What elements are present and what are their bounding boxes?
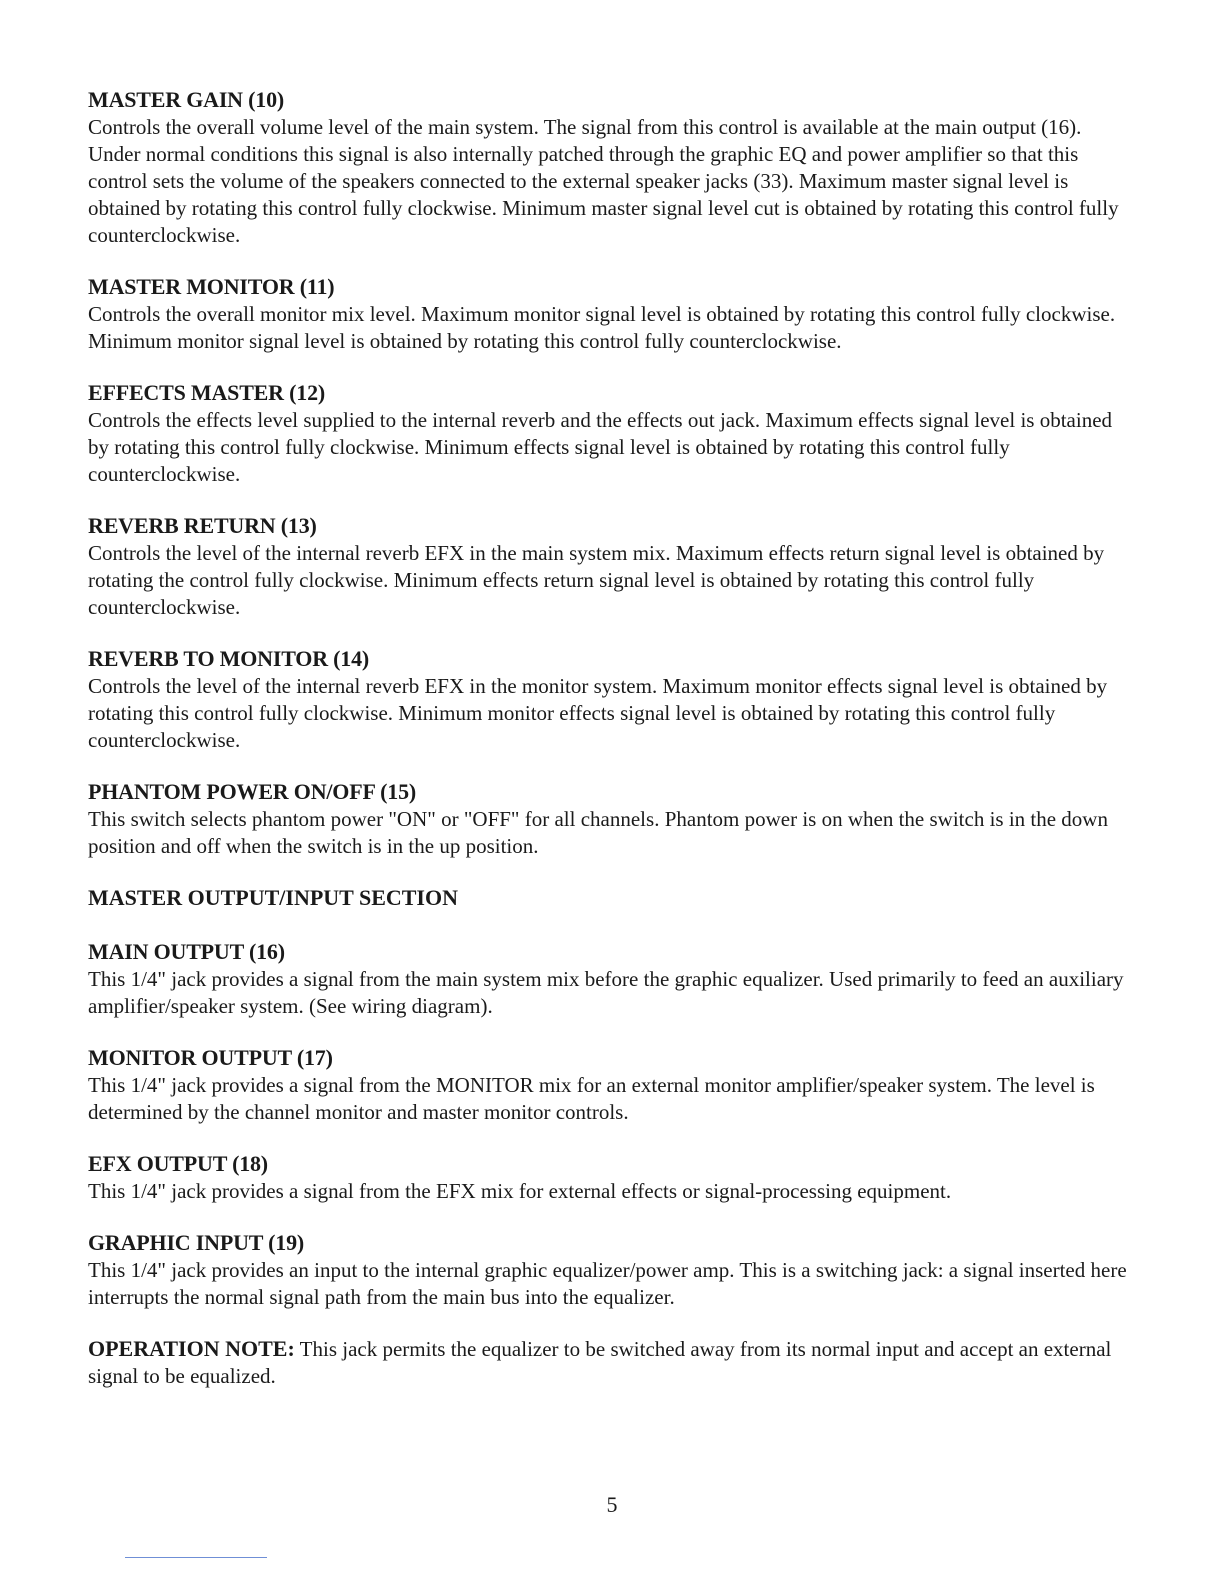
section-body: Controls the overall monitor mix level. Maximum monitor signal level is obtained by rotating this control fully clockwise. Minimum monitor signal level is obtained by rotating this control fully counterclockwise. xyxy=(88,302,1116,353)
section-heading: EFX OUTPUT (18) xyxy=(88,1151,268,1176)
operation-note-text: This jack permits the equalizer to be switched away from its normal input and accept an external signal to be equalized. xyxy=(88,1337,1112,1388)
section-heading: MASTER GAIN (10) xyxy=(88,87,285,112)
section-graphic-input xyxy=(88,1229,1138,1311)
section-heading: MAIN OUTPUT (16) xyxy=(88,939,285,964)
section-efx-output xyxy=(88,1150,1138,1205)
section-heading: GRAPHIC INPUT (19) xyxy=(88,1230,304,1255)
section-body: Controls the level of the internal reverb EFX in the main system mix. Maximum effects return signal level is obtained by rotating the control fully clockwise. Minimum effects return signal level is obtained by rotating this control fully counterclockwise. xyxy=(88,541,1105,619)
section-body: This 1/4" jack provides a signal from the MONITOR mix for an external monitor amplifier/speaker system. The level is determined by the channel monitor and master monitor controls. xyxy=(88,1073,1095,1124)
section-body: This switch selects phantom power "ON" or "OFF" for all channels. Phantom power is on when the switch is in the down position and off when the switch is in the up position. xyxy=(88,807,1108,858)
section-heading: MASTER MONITOR (11) xyxy=(88,274,335,299)
section-effects-master xyxy=(88,379,1138,488)
document-page xyxy=(88,86,1138,1414)
section-reverb-to-monitor xyxy=(88,645,1138,754)
section-monitor-output xyxy=(88,1044,1138,1126)
section-reverb-return xyxy=(88,512,1138,621)
section-heading: REVERB RETURN (13) xyxy=(88,513,317,538)
section-main-output xyxy=(88,938,1138,1020)
section-phantom-power xyxy=(88,778,1138,860)
section-master-monitor xyxy=(88,273,1138,355)
section-body: Controls the level of the internal reverb EFX in the monitor system. Maximum monitor effects signal level is obtained by rotating this control fully clockwise. Minimum monitor effects signal level is obtained by rotating this control fully counterclockwise. xyxy=(88,674,1108,752)
section-title: MASTER OUTPUT/INPUT SECTION xyxy=(88,885,458,910)
section-body: This 1/4" jack provides an input to the internal graphic equalizer/power amp. This is a switching jack: a signal inserted here interrupts the normal signal path from the main bus into the equalizer. xyxy=(88,1258,1127,1309)
section-body: This 1/4" jack provides a signal from the main system mix before the graphic equalizer. Used primarily to feed an auxiliary amplifier/speaker system. (See wiring diagram). xyxy=(88,967,1124,1018)
section-body: Controls the effects level supplied to the internal reverb and the effects out jack. Maximum effects signal level is obtained by rotating this control fully clockwise. Minimum effects signal level is obtained by rotating this control fully counterclockwise. xyxy=(88,408,1113,486)
section-body: This 1/4" jack provides a signal from the EFX mix for external effects or signal-processing equipment. xyxy=(88,1179,952,1203)
section-heading: MONITOR OUTPUT (17) xyxy=(88,1045,333,1070)
section-heading: REVERB TO MONITOR (14) xyxy=(88,646,370,671)
section-heading: PHANTOM POWER ON/OFF (15) xyxy=(88,779,417,804)
footer-rule xyxy=(125,1557,267,1558)
page-number: 5 xyxy=(606,1492,618,1517)
section-body: Controls the overall volume level of the main system. The signal from this control is available at the main output (16). Under normal conditions this signal is also internally patched through the graphic EQ and power amplifier so that this control sets the volume of the speakers connected to the external speaker jacks (33). Maximum master signal level is obtained by rotating this control fully clockwise. Minimum master signal level cut is obtained by rotating this control fully counterclockwise. xyxy=(88,115,1119,247)
operation-note xyxy=(88,1335,1138,1390)
section-heading: EFFECTS MASTER (12) xyxy=(88,380,325,405)
section-master-gain xyxy=(88,86,1138,249)
operation-note-label: OPERATION NOTE: xyxy=(88,1336,295,1361)
